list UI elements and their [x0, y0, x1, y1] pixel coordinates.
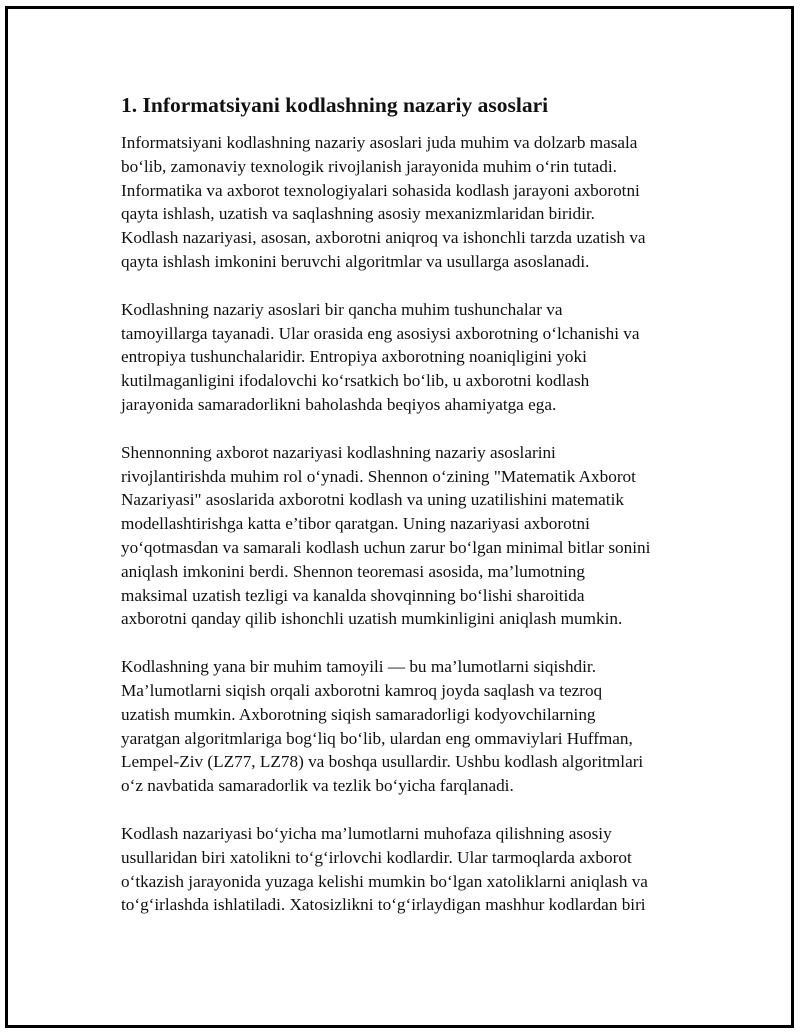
paragraph-3: [121, 441, 701, 631]
document-body: [121, 91, 701, 941]
text-line: to‘g‘irlashda ishlatiladi. Xatosizlikni to‘g‘irlaydigan mashhur kodlardan biri: [121, 895, 646, 915]
text-line: Informatsiyani kodlashning nazariy asoslari juda muhim va dolzarb masala: [121, 133, 638, 152]
text-line: Kodlash nazariyasi bo‘yicha ma’lumotlarni muhofaza qilishning asosiy: [121, 823, 612, 843]
text-line: aniqlash imkonini berdi. Shennon teoremasi asosida, ma’lumotning: [121, 561, 585, 581]
text-line: Nazariyasi" asoslarida axborotni kodlash va uning uzatilishini matematik: [121, 490, 624, 510]
text-line: jarayonida samaradorlikni baholashda beqiyos ahamiyatga ega.: [121, 394, 557, 414]
paragraph-4: [121, 655, 701, 798]
text-line: usullaridan biri xatolikni to‘g‘irlovchi kodlardir. Ular tarmoqlarda axborot: [121, 847, 632, 867]
text-line: yaratgan algoritmlariga bog‘liq bo‘lib, ulardan eng ommaviylari Huffman,: [121, 728, 633, 748]
text-line: kutilmaganligini ifodalovchi ko‘rsatkich bo‘lib, u axborotni kodlash: [121, 371, 590, 391]
text-line: Kodlashning nazariy asoslari bir qancha muhim tushunchalar va: [121, 299, 563, 319]
text-line: qayta ishlash, uzatish va saqlashning asosiy mexanizmlaridan biridir.: [121, 204, 595, 224]
paragraph-5: [121, 822, 701, 917]
text-line: Kodlash nazariyasi, asosan, axborotni aniqroq va ishonchli tarzda uzatish va: [121, 228, 646, 248]
text-line: rivojlantirishda muhim rol o‘ynadi. Shennon o‘zining "Matematik Axborot: [121, 466, 636, 486]
text-line: axborotni qanday qilib ishonchli uzatish mumkinligini aniqlash mumkin.: [121, 609, 623, 629]
text-line: qayta ishlash imkonini beruvchi algoritmlar va usullarga asoslanadi.: [121, 251, 590, 271]
text-line: Kodlashning yana bir muhim tamoyili — bu ma’lumotlarni siqishdir.: [121, 657, 596, 677]
text-line: uzatish mumkin. Axborotning siqish samaradorligi kodyovchilarning: [121, 704, 596, 724]
document-page: [5, 6, 794, 1028]
text-line: entropiya tushunchalaridir. Entropiya axborotning noaniqligini yoki: [121, 347, 587, 367]
text-line: modellashtirishga katta e’tibor qaratgan. Uning nazariyasi axborotni: [121, 514, 590, 534]
text-line: yo‘qotmasdan va samarali kodlash uchun zarur bo‘lgan minimal bitlar sonini: [121, 537, 651, 557]
text-line: bo‘lib, zamonaviy texnologik rivojlanish jarayonida muhim o‘rin tutadi.: [121, 156, 617, 176]
text-line: Ma’lumotlarni siqish orqali axborotni kamroq joyda saqlash va tezroq: [121, 680, 603, 700]
text-line: o‘tkazish jarayonida yuzaga kelishi mumkin bo‘lgan xatoliklarni aniqlash va: [121, 871, 648, 891]
text-line: Informatika va axborot texnologiyalari sohasida kodlash jarayoni axborotni: [121, 180, 640, 200]
text-line: o‘z navbatida samaradorlik va tezlik bo‘yicha farqlanadi.: [121, 776, 514, 796]
paragraph-2: [121, 298, 701, 417]
text-line: Lempel-Ziv (LZ77, LZ78) va boshqa usullardir. Ushbu kodlash algoritmlari: [121, 752, 644, 772]
text-line: tamoyillarga tayanadi. Ular orasida eng asosiysi axborotning o‘lchanishi va: [121, 323, 640, 343]
section-title: 1. Informatsiyani kodlashning nazariy asoslari: [121, 93, 549, 117]
text-line: maksimal uzatish tezligi va kanalda shovqinning bo‘lishi sharoitida: [121, 585, 585, 605]
text-line: Shennonning axborot nazariyasi kodlashning nazariy asoslarini: [121, 442, 556, 462]
paragraph-1: [121, 131, 701, 274]
